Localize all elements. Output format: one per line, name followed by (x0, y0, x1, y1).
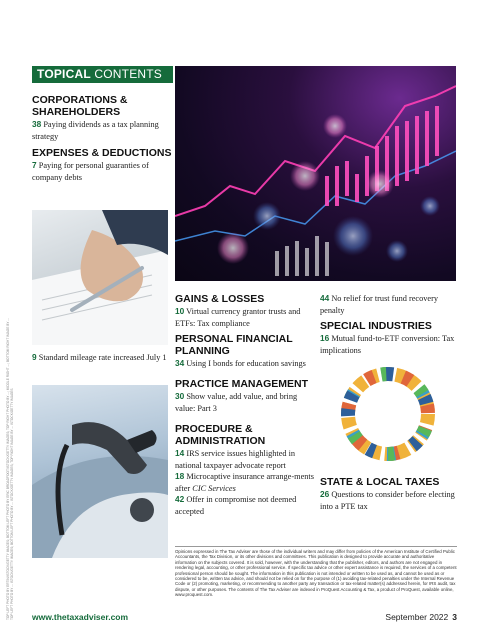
fuel-nozzle-photo (32, 385, 168, 558)
toc-entry[interactable]: 18 Microcaptive insurance arrange-ments after CIC Services (175, 471, 314, 493)
section-practice (175, 378, 315, 414)
section-mileage (32, 352, 172, 364)
section-expenses (32, 147, 172, 183)
section-gains (175, 293, 315, 329)
toc-entry[interactable]: 9 Standard mileage rate increased July 1 (32, 352, 167, 362)
section-title: STATE & LOCAL TAXES (320, 476, 440, 488)
section-title: PRACTICE MANAGEMENT (175, 378, 308, 390)
toc-entry[interactable]: 10 Virtual currency grantor trusts and ETFs: Tax compliance (175, 306, 301, 328)
section-title: EXPENSES & DEDUCTIONS (32, 147, 172, 159)
section-state (320, 476, 457, 512)
issue-date: September 2022 (385, 612, 449, 622)
toc-entry[interactable]: 26 Questions to consider before electing into a PTE tax (320, 489, 455, 511)
section-personal (175, 333, 315, 370)
section-title: PROCEDURE & ADMINISTRATION (175, 423, 266, 447)
divider (175, 546, 457, 547)
toc-entry[interactable]: 30 Show value, add value, and bring value: Part 3 (175, 391, 298, 413)
section-title: CORPORATIONS & SHAREHOLDERS (32, 94, 128, 118)
section-title: GAINS & LOSSES (175, 293, 265, 305)
toc-entry[interactable]: 16 Mutual fund-to-ETF conversion: Tax implications (320, 333, 455, 355)
footer-url-link[interactable]: www.thetaxadviser.com (32, 612, 129, 622)
colorful-ring-photo (320, 362, 456, 466)
toc-entry[interactable]: 38 Paying dividends as a tax planning strategy (32, 119, 159, 141)
writing-hand-photo (32, 210, 168, 345)
toc-entry[interactable]: 42 Offer in compromise not deemed accepted (175, 494, 297, 516)
photo-credit: TOP LEFT PHOTO BY ERTIN/ISTOCK/GETTY IMAGES; BOTTOM LEFT PHOTO BY ERIC BROADFOOT/ISTOCK/GETTY IMAGES; TOP RIGHT PHOTO BY ...; MIDDLE RIGHT ...; BOTTOM RIGHT IMAGE BY ... TOP LEFT PHOTO BY ... ISTOCK/GETTY IMAGES; BOTTOM LEFT PHOTO BY ... ISTOCK/GETTY IMAGES; TOP RIGHT IMAGE BY ... ISTOCK/GETTY IMAGES (6, 318, 14, 620)
crypto-chart-photo (175, 66, 456, 281)
footer-date-page (385, 612, 457, 622)
toc-entry[interactable]: 44 No relief for trust fund recovery penalty (320, 293, 438, 315)
section-title: SPECIAL INDUSTRIES (320, 320, 432, 332)
section-special (320, 320, 457, 356)
page-number: 3 (452, 612, 457, 622)
section-trust (320, 293, 457, 316)
section-title: PERSONAL FINANCIAL PLANNING (175, 333, 293, 357)
section-procedure (175, 423, 315, 517)
toc-entry[interactable]: 7 Paying for personal guaranties of company debts (32, 160, 149, 182)
toc-entry[interactable]: 14 IRS service issues highlighted in national taxpayer advocate report (175, 448, 296, 470)
disclaimer-text: Opinions expressed in The Tax Adviser are those of the individual writers and may differ from policies of the American Institute of Certified Public Accountants, the Tax Division, or its other divisions and committees. This publication is designed to provide accurate and authoritative information on the subjects covered. It is sold, however, with the understanding that the publisher, editors, and authors are not engaged in rendering legal, accounting, or other professional service. If specific tax advice or other expert assistance is required, the services of a competent professional person should be sought. The information in this publication is not intended or written to be used as, and cannot be used as or considered to be, written tax advice, and should not be relied on for the purpose of (1) avoiding tax-related penalties under the Internal Revenue Code or (2) promoting, marketing, or recommending to another party any transaction or tax-related matter(s) addressed herein, for IRS audit, tax dispute, or other purposes. The contents of The Tax Adviser are indexed in ProQuest Accounting & Tax, a product of ProQuest, available online, www.proquest.com. (175, 549, 457, 598)
toc-entry[interactable]: 34 Using I bonds for education savings (175, 358, 306, 368)
section-corporations (32, 94, 172, 142)
topical-contents-header: TOPICAL CONTENTS (32, 66, 173, 83)
